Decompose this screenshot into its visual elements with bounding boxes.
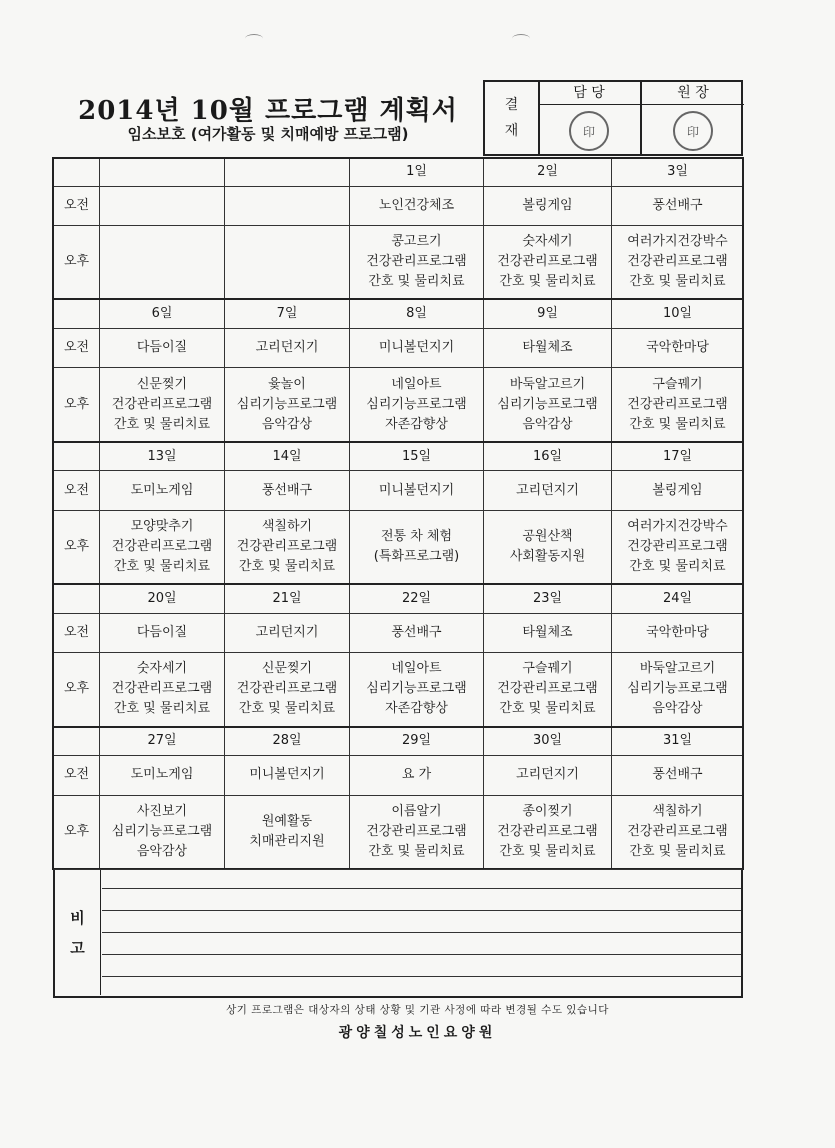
date-cell: 8일 [350,299,484,328]
date-cell: 17일 [612,442,744,471]
morning-activity-cell: 국악한마당 [612,329,744,368]
activity-line: 건강관리프로그램 [236,538,338,554]
morning-activity-cell: 고리던지기 [484,471,612,510]
morning-activity-cell: 풍선배구 [225,471,350,510]
remarks-label-bottom: 고 [70,938,85,957]
date-cell: 21일 [225,584,350,613]
date-row-corner [54,442,100,471]
activity-line: 구슬꿰기 [522,661,573,677]
afternoon-activity-cell [350,510,484,584]
remarks-line [102,888,741,889]
date-row-corner [54,584,100,613]
date-cell: 9일 [484,299,612,328]
afternoon-row [54,368,744,442]
remarks-line [102,976,741,977]
date-cell: 2일 [484,158,612,187]
activity-line: 숫자세기 [136,661,188,677]
activity-line: 건강관리프로그램 [111,538,213,554]
remarks-section [53,869,743,998]
morning-row [54,471,744,510]
afternoon-activity-cell [225,653,350,727]
punch-hole-left [245,34,263,43]
date-cell: 7일 [225,299,350,328]
date-cell: 16일 [484,442,612,471]
date-cell: 20일 [100,584,225,613]
activity-line: 모양맞추기 [130,518,194,534]
staff-seal-stamp: 印 [569,111,609,151]
date-cell: 6일 [100,299,225,328]
afternoon-activity-cell [225,510,350,584]
activity-line: 건강관리프로그램 [236,681,338,697]
morning-activity-cell: 볼링게임 [612,471,744,510]
remarks-label-top: 비 [70,908,85,927]
activity-line: 콩고르기 [391,234,442,250]
date-cell: 22일 [350,584,484,613]
date-cell: 13일 [100,442,225,471]
approval-label-top: 결 [504,97,519,113]
approval-column-director [640,82,744,154]
date-row-corner [54,299,100,328]
activity-line: 색칠하기 [261,518,313,534]
approval-label-bottom: 재 [504,123,519,139]
punch-hole-right [512,34,530,43]
afternoon-activity-cell [225,795,350,868]
activity-line: 심리기능프로그램 [627,681,728,697]
afternoon-activity-cell [484,368,612,442]
activity-line: 간호 및 물리치료 [629,274,726,290]
activity-line: 간호 및 물리치료 [499,843,596,859]
activity-line: 전통 차 체험 [380,528,453,544]
afternoon-activity-cell [612,653,744,727]
date-row [54,442,744,471]
activity-line: 네일아트 [391,661,442,677]
activity-line: 음악감상 [522,416,573,432]
activity-line: 건강관리프로그램 [497,254,598,270]
activity-line: 치매관리지원 [249,833,325,849]
date-cell: 23일 [484,584,612,613]
date-cell: 10일 [612,299,744,328]
approval-box [483,80,743,156]
date-row [54,727,744,756]
morning-activity-cell: 풍선배구 [612,186,744,225]
date-row-corner [54,158,100,187]
activity-line: 원예활동 [261,813,313,829]
date-cell: 15일 [350,442,484,471]
activity-line: 건강관리프로그램 [627,396,728,412]
activity-line: 건강관리프로그램 [627,538,728,554]
organization-name: 광양칠성노인요양원 [338,1025,497,1041]
afternoon-activity-cell [100,368,225,442]
activity-line: 간호 및 물리치료 [499,701,596,717]
afternoon-activity-cell [350,368,484,442]
activity-line: 간호 및 물리치료 [499,274,596,290]
afternoon-label: 오후 [54,510,100,584]
activity-line: 심리기능프로그램 [366,396,467,412]
document-header [53,80,743,158]
activity-line: 간호 및 물리치료 [113,558,211,574]
morning-label: 오전 [54,471,100,510]
afternoon-label: 오후 [54,226,100,300]
approval-director-header: 원 장 [642,82,744,105]
afternoon-label: 오후 [54,368,100,442]
activity-line: 건강관리프로그램 [111,396,213,412]
activity-line: 간호 및 물리치료 [113,701,211,717]
activity-line: 여러가지건강박수 [627,518,728,534]
schedule-table [53,157,744,869]
afternoon-row [54,226,744,300]
afternoon-row [54,653,744,727]
date-cell: 28일 [225,727,350,756]
activity-line: 건강관리프로그램 [366,254,467,270]
activity-line: 심리기능프로그램 [497,396,598,412]
activity-line: 건강관리프로그램 [627,823,728,839]
date-cell [225,158,350,187]
remarks-label [55,870,101,995]
afternoon-activity-cell [350,226,484,300]
activity-line: 자존감향상 [385,701,448,717]
activity-line: 색칠하기 [652,803,703,819]
afternoon-activity-cell [350,653,484,727]
activity-line: 간호 및 물리치료 [629,843,726,859]
activity-line: 바둑알고르기 [639,661,716,677]
activity-line: 간호 및 물리치료 [238,701,336,717]
afternoon-activity-cell [350,795,484,868]
morning-activity-cell: 도미노게임 [100,471,225,510]
activity-line: 건강관리프로그램 [627,254,728,270]
afternoon-activity-cell [100,795,225,868]
afternoon-row [54,510,744,584]
morning-activity-cell: 고리던지기 [225,613,350,652]
morning-activity-cell: 다듬이질 [100,613,225,652]
approval-column-staff [538,82,640,154]
afternoon-label: 오후 [54,795,100,868]
activity-line: 간호 및 물리치료 [629,416,726,432]
activity-line: 사회활동지원 [509,548,586,564]
date-cell: 31일 [612,727,744,756]
morning-row [54,613,744,652]
approval-staff-header: 담 당 [538,82,640,105]
activity-line: 여러가지건강박수 [627,234,728,250]
activity-line: 건강관리프로그램 [111,681,213,697]
afternoon-activity-cell [612,226,744,300]
afternoon-activity-cell [100,226,225,300]
morning-activity-cell: 다듬이질 [100,329,225,368]
morning-activity-cell [100,186,225,225]
footer-note: 상기 프로그램은 대상자의 상태 상황 및 기관 사정에 따라 변경될 수도 있습니다 [226,1004,609,1016]
morning-activity-cell: 미니볼던지기 [350,471,484,510]
date-cell: 29일 [350,727,484,756]
activity-line: 간호 및 물리치료 [238,558,336,574]
remarks-line [102,954,741,955]
date-cell: 30일 [484,727,612,756]
activity-line: 건강관리프로그램 [497,823,598,839]
remarks-line [102,932,741,933]
activity-line: 심리기능프로그램 [366,681,467,697]
morning-activity-cell: 요 가 [350,756,484,795]
activity-line: 자존감향상 [385,416,448,432]
date-row-corner [54,727,100,756]
morning-label: 오전 [54,329,100,368]
morning-activity-cell: 미니볼던지기 [350,329,484,368]
morning-activity-cell: 풍선배구 [612,756,744,795]
morning-activity-cell: 타월체조 [484,613,612,652]
activity-line: 간호 및 물리치료 [368,843,465,859]
date-cell [100,158,225,187]
activity-line: 건강관리프로그램 [497,681,598,697]
activity-line: (특화프로그램) [373,548,460,564]
afternoon-activity-cell [484,795,612,868]
morning-row [54,756,744,795]
activity-line: 바둑알고르기 [509,376,586,392]
morning-activity-cell: 풍선배구 [350,613,484,652]
activity-line: 숫자세기 [522,234,573,250]
afternoon-activity-cell [484,653,612,727]
activity-line: 간호 및 물리치료 [113,416,211,432]
morning-activity-cell: 도미노게임 [100,756,225,795]
afternoon-activity-cell [484,510,612,584]
date-cell: 3일 [612,158,744,187]
date-cell: 24일 [612,584,744,613]
morning-activity-cell: 타월체조 [484,329,612,368]
activity-line: 윷놀이 [268,376,306,392]
morning-row [54,329,744,368]
afternoon-label: 오후 [54,653,100,727]
date-row [54,584,744,613]
activity-line: 이름알기 [391,803,442,819]
afternoon-activity-cell [100,510,225,584]
activity-line: 건강관리프로그램 [366,823,467,839]
activity-line: 신문찢기 [136,376,188,392]
afternoon-row [54,795,744,868]
morning-label: 오전 [54,186,100,225]
morning-label: 오전 [54,613,100,652]
morning-activity-cell: 국악한마당 [612,613,744,652]
morning-row [54,186,744,225]
activity-line: 간호 및 물리치료 [629,558,726,574]
morning-activity-cell: 노인건강체조 [350,186,484,225]
afternoon-activity-cell [225,226,350,300]
date-cell: 27일 [100,727,225,756]
activity-line: 심리기능프로그램 [111,823,213,839]
morning-activity-cell: 미니볼던지기 [225,756,350,795]
afternoon-activity-cell [484,226,612,300]
activity-line: 음악감상 [136,843,188,859]
afternoon-activity-cell [100,653,225,727]
morning-label: 오전 [54,756,100,795]
date-row [54,158,744,187]
document-subtitle: 임소보호 (여가활동 및 치매예방 프로그램) [127,125,409,143]
activity-line: 간호 및 물리치료 [368,274,465,290]
afternoon-activity-cell [225,368,350,442]
remarks-line [102,910,741,911]
morning-activity-cell: 볼링게임 [484,186,612,225]
activity-line: 신문찢기 [261,661,313,677]
activity-line: 공원산책 [522,528,573,544]
activity-line: 종이찢기 [522,803,573,819]
director-seal-stamp: 印 [673,111,713,151]
activity-line: 음악감상 [261,416,313,432]
afternoon-activity-cell [612,795,744,868]
morning-activity-cell: 고리던지기 [484,756,612,795]
afternoon-activity-cell [612,510,744,584]
activity-line: 음악감상 [652,701,703,717]
activity-line: 심리기능프로그램 [236,396,338,412]
date-cell: 1일 [350,158,484,187]
date-cell: 14일 [225,442,350,471]
morning-activity-cell [225,186,350,225]
activity-line: 네일아트 [391,376,442,392]
date-row [54,299,744,328]
afternoon-activity-cell [612,368,744,442]
document-title: 2014년 10월 프로그램 계획서 [78,96,458,126]
morning-activity-cell: 고리던지기 [225,329,350,368]
approval-label [485,82,540,154]
activity-line: 구슬꿰기 [652,376,703,392]
activity-line: 사진보기 [136,803,188,819]
